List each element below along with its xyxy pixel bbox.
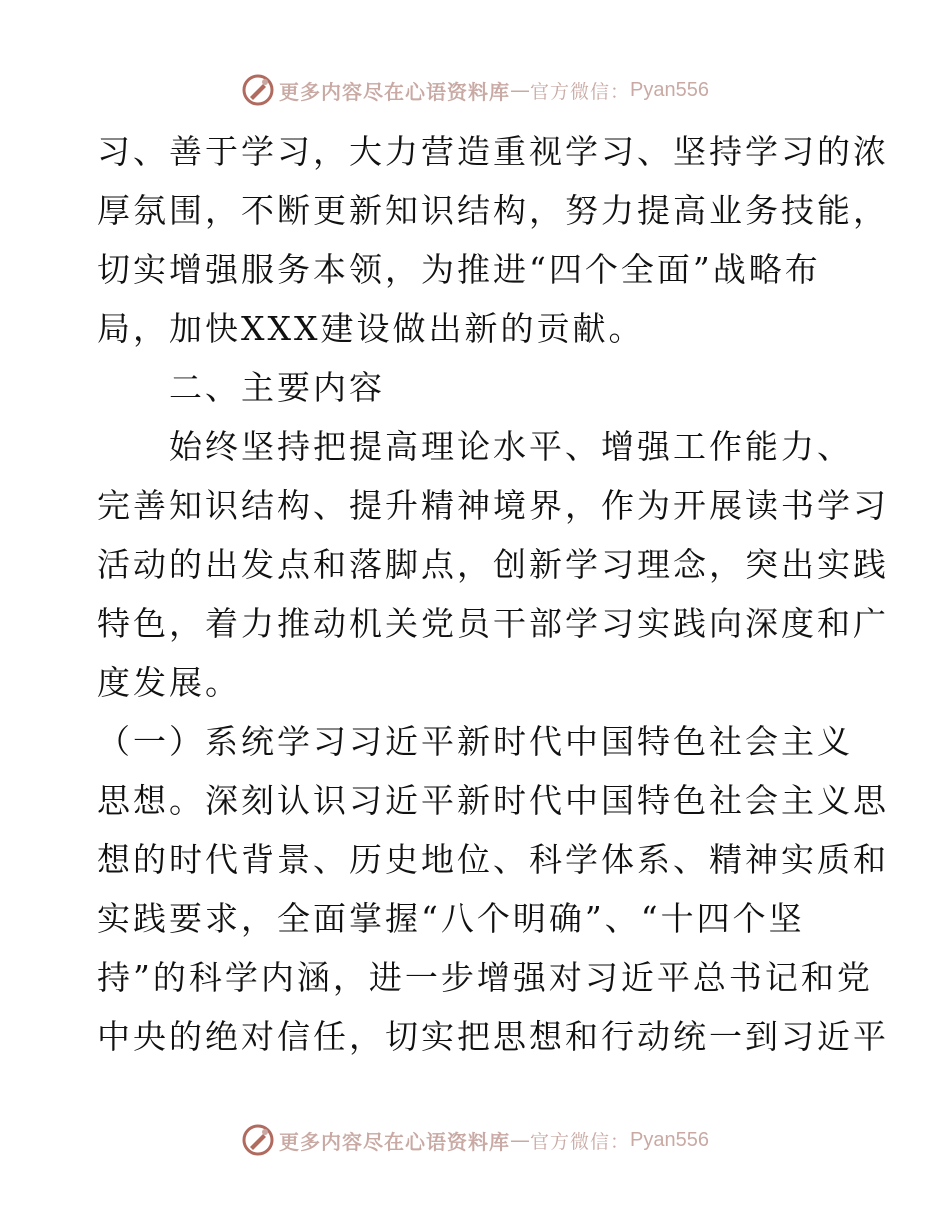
text-line: 活动的出发点和落脚点，创新学习理念，突出实践 [97, 545, 889, 584]
text-line: 切实增强服务本领，为推进“四个全面”战略布 [97, 250, 821, 289]
watermark-dash: — [510, 1128, 530, 1152]
document-body [97, 122, 889, 1066]
text-line: 想的时代背景、历史地位、科学体系、精神实质和 [97, 840, 889, 879]
text-line: 思想。深刻认识习近平新时代中国特色社会主义思 [97, 781, 889, 820]
text-line: 中央的绝对信任，切实把思想和行动统一到习近平 [97, 1017, 889, 1056]
logo-icon [241, 1123, 275, 1157]
text-line: 局，加快XXX建设做出新的贡献。 [97, 309, 645, 348]
text-line: 厚氛围，不断更新知识结构，努力提高业务技能， [97, 191, 889, 230]
text-line: 始终坚持把提高理论水平、增强工作能力、 [97, 427, 853, 466]
watermark-wechat-id: Pyan556 [630, 1128, 709, 1151]
text-line: 特色，着力推动机关党员干部学习实践向深度和广 [97, 604, 889, 643]
watermark-sub-text: 官方微信： [530, 1130, 631, 1153]
watermark-sub-text: 官方微信： [530, 80, 631, 103]
watermark-footer [0, 1120, 950, 1160]
text-line: 实践要求，全面掌握“八个明确”、“十四个坚 [97, 899, 805, 938]
text-line: 度发展。 [97, 663, 241, 702]
text-line: 习、善于学习，大力营造重视学习、坚持学习的浓 [97, 132, 889, 171]
text-line: 完善知识结构、提升精神境界，作为开展读书学习 [97, 486, 889, 525]
watermark-header [0, 70, 950, 110]
logo-icon [241, 73, 275, 107]
watermark-dash: — [510, 78, 530, 102]
watermark-main-text: 更多内容尽在心语资料库 [279, 79, 510, 104]
text-line: 持”的科学内涵，进一步增强对习近平总书记和党 [97, 958, 873, 997]
watermark-main-text: 更多内容尽在心语资料库 [279, 1129, 510, 1154]
watermark-wechat-id: Pyan556 [630, 78, 709, 101]
section-heading: 二、主要内容 [97, 368, 385, 407]
subsection-heading: （一）系统学习习近平新时代中国特色社会主义 [97, 722, 853, 761]
